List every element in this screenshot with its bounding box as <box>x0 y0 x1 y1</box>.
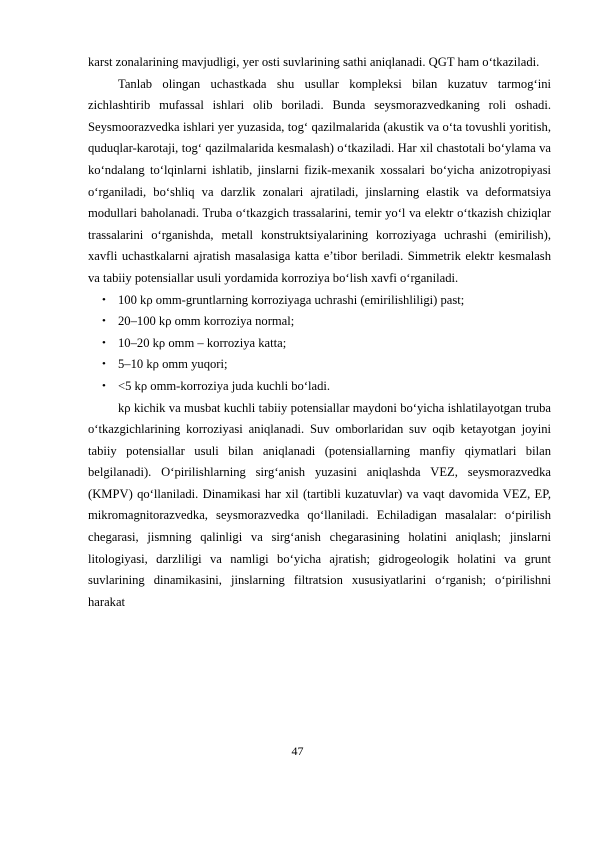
page-number: 47 <box>291 744 304 758</box>
list-item-text: 100 kρ omm-gruntlarning korroziyaga uchrashi (emirilishliligi) past; <box>118 292 465 307</box>
page-body <box>88 52 551 613</box>
list-item-text: 20–100 kρ omm korroziya normal; <box>118 314 295 329</box>
list-item <box>88 354 551 376</box>
paragraph-detailed-works: Tanlab olingan uchastkada shu usullar kompleksi bilan kuzatuv tarmog‘ini zichlashtirib mufassal ishlari olib boriladi. Bunda seysmorazvedkaning roli oshadi. Seysmoorazvedka ishlari yer yuzasida, tog‘ qazilmalarida (akustik va o‘ta tovushli yoritish, quduqlar-karotaji, tog‘ qazilmalarida kesmalash) o‘tkaziladi. Har xil chastotali bo‘ylama va ko‘ndalang to‘lqinlarni ishlatib, jinslarni fizik-mexanik xossalari bo‘yicha anizotropiyasi o‘rganiladi, bo‘shliq va darzlik zonalari ajratiladi, jinslarning elastik va deformatsiya modullari baholanadi. Truba o‘tkazgich trassalarini, temir yo‘l va elektr o‘tkazish chiziqlar trassalarini o‘rganishda, metall konstruktsiyalarining korroziyaga uchrashi (emirilish), xavfli uchastkalarni ajratish masalasiga katta e’tibor beriladi. Simmetrik elektr kesmalash va tabiiy potensiallar usuli yordamida korroziya bo‘lish xavfi o‘rganiladi. <box>88 76 551 285</box>
bullet-icon: • <box>102 336 106 349</box>
bullet-icon: • <box>102 358 106 371</box>
corrosion-resistivity-list <box>88 290 551 398</box>
list-item <box>88 333 551 355</box>
paragraph-natural-potentials: kρ kichik va musbat kuchli tabiiy potensiallar maydoni bo‘yicha ishlatilayotgan truba o‘tkazgichlarining korroziyasi aniqlanadi. Suv omborlaridan suv oqib ketayotgan joyini tabiiy potensiallar usuli bilan aniqlanadi (potensiallarning manfiy qiymatlari bilan belgilanadi). O‘pirilishlarning sirg‘anish yuzasini aniqlashda VEZ, seysmorazvedka (KMPV) qo‘llaniladi. Dinamikasi har xil (tartibli kuzatuvlar) va vaqt davomida VEZ, EP, mikromagnitorazvedka, seysmorazvedka qo‘llaniladi. Echiladigan masalalar: o‘pirilish chegarasi, jismning qalinligi va sirg‘anish chegarasining holatini aniqlash; jinslarni litologiyasi, darzliligi va namligi bo‘yicha ajratish; gidrogeologik holatini va grunt suvlarining dinamikasini, jinslarning filtratsion xususiyatlarini o‘rganish; o‘pirilishni harakat <box>88 400 551 609</box>
list-item-text: <5 kρ omm-korroziya juda kuchli bo‘ladi. <box>118 378 331 393</box>
bullet-icon: • <box>102 315 106 328</box>
list-item-text: 5–10 kρ omm yuqori; <box>118 357 228 372</box>
list-item <box>88 290 551 312</box>
paragraph-continuation: karst zonalarining mavjudligi, yer osti suvlarining sathi aniqlanadi. QGT ham o‘tkaziladi. <box>88 55 540 69</box>
bullet-icon: • <box>102 379 106 392</box>
list-item <box>88 311 551 333</box>
list-item <box>88 376 551 398</box>
list-item-text: 10–20 kρ omm – korroziya katta; <box>118 335 287 350</box>
bullet-icon: • <box>102 293 106 306</box>
